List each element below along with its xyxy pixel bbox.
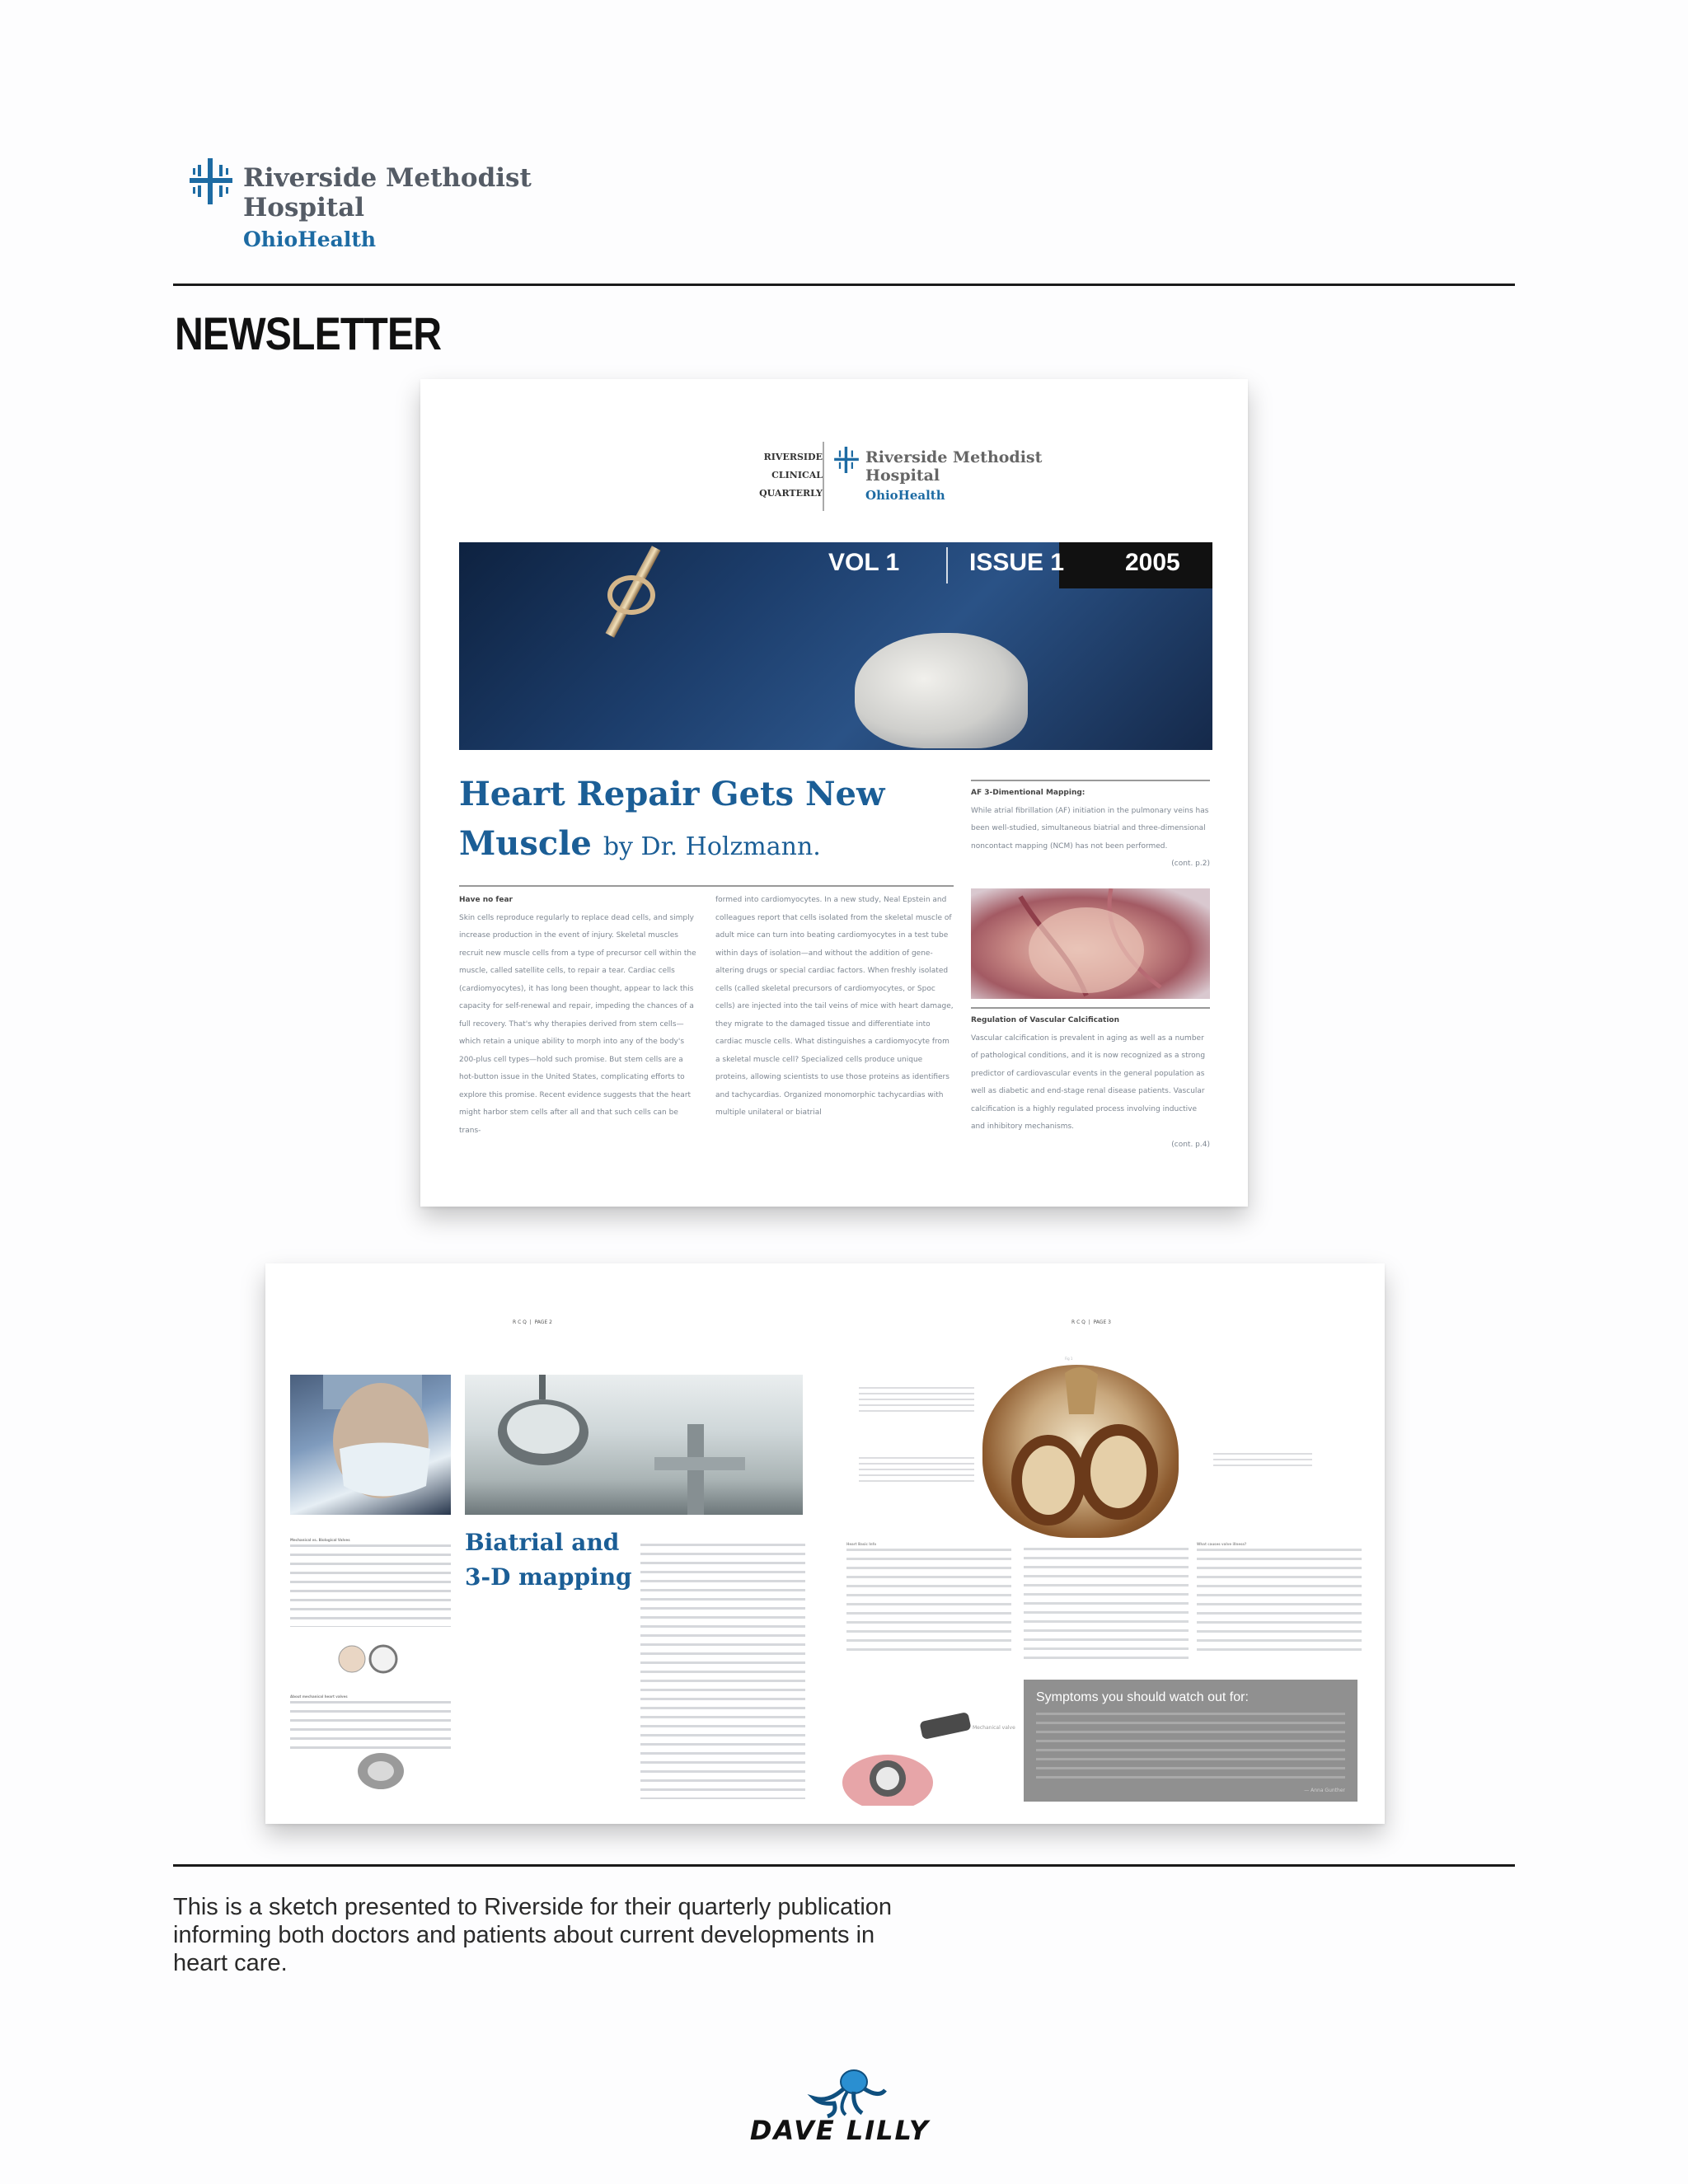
sidebar-article-2: [971, 1012, 1210, 1154]
byline: by Dr. Holzmann.: [603, 832, 821, 861]
masthead-line-1: RIVERSIDE: [763, 452, 823, 462]
sidebar-rule-1: [971, 780, 1210, 781]
article-column-1: [459, 892, 698, 1140]
issue-separator: [946, 547, 948, 583]
surgical-lamp-graphic: [465, 1375, 803, 1515]
symptoms-title: Symptoms you should watch out for:: [1036, 1690, 1249, 1704]
volume-label: VOL 1: [828, 549, 900, 576]
right-column-1: [846, 1540, 1011, 1656]
biatrial-heading: [465, 1526, 632, 1595]
right-column-3-head: What causes valve illness?: [1197, 1542, 1247, 1546]
footer-brand: DAVE LILLY: [749, 2115, 931, 2146]
cover-logo-icon: [834, 447, 859, 473]
bottom-rule: [173, 1864, 1515, 1867]
operating-room-photo: [465, 1375, 803, 1515]
cover-logo-line-1: Riverside Methodist: [865, 448, 1043, 466]
sidebar-cont-1: (cont. p.2): [1171, 860, 1210, 868]
sidebar-rule-2: [971, 1007, 1210, 1009]
right-column-2-lines: [1024, 1548, 1189, 1663]
heart-chambers-graphic: [982, 1365, 1179, 1538]
right-column-1-head: Heart Basic Info: [846, 1542, 877, 1546]
newsletter-spread: [265, 1263, 1385, 1824]
left-column-lower: [290, 1692, 451, 1750]
heart-anatomy-illustration: [982, 1365, 1179, 1538]
scissors-ring-graphic: [607, 575, 655, 615]
sidebar-body-2: Vascular calcification is prevalent in aging as well as a number of pathological conditions, and it is now recognized as a strong predictor of cardiovascular events in the general population as well as diabetic and end-stage renal disease patients. Vascular calcification is a highly regulated process involving inductive and inhibitory mechanisms.: [971, 1033, 1206, 1131]
article-subhead: Have no fear: [459, 896, 513, 904]
right-folio: R C Q | PAGE 3: [1071, 1319, 1111, 1325]
left-folio-label: R C Q: [513, 1319, 527, 1325]
right-folio-label: R C Q: [1071, 1319, 1085, 1325]
right-column-1-lines: [846, 1549, 1011, 1656]
section-title: NEWSLETTER: [175, 307, 442, 359]
project-caption: This is a sketch presented to Riverside for their quarterly publication informing both doctors and patients about current developments in heart care.: [173, 1894, 893, 1976]
right-column-3-lines: [1197, 1549, 1362, 1656]
article-column-1-text: Skin cells reproduce regularly to replace dead cells, and simply increase production in the event of injury. Skeletal muscles recruit new muscle cells from a type of precursor cell within the muscle, called satellite cells, to repair a tear. Cardiac cells (cardiomyocytes), it has long been thought, appear to lack this capacity for self-renewal and repair, impeding the chances of a full recovery. That's why therapies derived from stem cells—which retain a unique ability to morph into any of the body's 200-plus cell types—hold such promise. But stem cells are a hot-button issue in the United States, complicating efforts to explore this promise. Recent evidence suggests that the heart might harbor stem cells after all and that such cells can be trans-: [459, 913, 696, 1135]
masthead-line-3: QUARTERLY: [759, 488, 823, 499]
cover-logo-name: [865, 448, 1042, 485]
callout-left-2: [859, 1457, 974, 1482]
figure-label: Fig 1: [1065, 1357, 1073, 1361]
article-column-2: formed into cardiomyocytes. In a new study, Neal Epstein and colleagues report that cells isolated from the skeletal muscle of adult mice can turn into beating cardiomyocytes in a test tube within days of isolation—and without the addition of gene-altering drugs or special cardiac factors. When freshly isolated cells (called skeletal precursors of cardiomyocytes, or Spoc cells) are injected into the tail veins of mice with heart damage, they migrate to the damaged tissue and differentiate into cardiac muscle cells. What distinguishes a cardiomyocyte from a skeletal muscle cell? Specialized cells produce unique proteins, allowing scientists to use those proteins as identifiers and tachycardias. Organized monomorphic tachycardias with multiple unilateral or biatrial: [715, 896, 954, 1117]
mechanical-valve-label: Mechanical valve: [973, 1725, 1015, 1731]
cover-logo-sub: OhioHealth: [865, 488, 945, 503]
right-page-number: PAGE 3: [1093, 1319, 1111, 1325]
year-label: 2005: [1125, 549, 1180, 576]
issue-label: ISSUE 1: [969, 549, 1065, 576]
headline-line-1: Heart Repair Gets New: [459, 775, 885, 813]
left-folio: R C Q | PAGE 2: [513, 1319, 552, 1325]
sidebar-article-1: [971, 785, 1210, 874]
surgeon-graphic: [290, 1375, 451, 1515]
riverside-logo-icon: [190, 158, 232, 204]
sidebar-cont-2: (cont. p.4): [1171, 1140, 1210, 1149]
biatrial-line-1: Biatrial and: [465, 1529, 620, 1556]
header-logo-name: [243, 163, 532, 223]
sidebar-head-2: Regulation of Vascular Calcification: [971, 1016, 1119, 1024]
left-column-lower-lines: [290, 1701, 451, 1750]
newsletter-cover: [420, 379, 1248, 1207]
left-column-head: Mechanical vs. Biological Valves: [290, 1538, 350, 1542]
heart-illustration: [971, 888, 1210, 999]
right-column-3: [1197, 1540, 1362, 1656]
cover-headline: [459, 770, 884, 872]
surgeon-mask-photo: [290, 1375, 451, 1515]
header-logo-sub: OhioHealth: [243, 227, 377, 251]
masthead: [740, 448, 823, 503]
left-column: [290, 1535, 451, 1627]
mechanical-valve-diagram: [348, 1746, 414, 1796]
headline-line-2: Muscle: [459, 824, 592, 863]
top-rule: [173, 284, 1515, 286]
callout-right: [1213, 1453, 1312, 1469]
masthead-divider: [823, 442, 824, 511]
sidebar-head-1: AF 3-Dimentional Mapping:: [971, 789, 1085, 797]
logo-line-1: Riverside Methodist: [243, 163, 532, 193]
left-page-number: PAGE 2: [534, 1319, 552, 1325]
cover-logo-line-2: Hospital: [865, 466, 940, 485]
gloved-hand-graphic: [855, 633, 1028, 748]
logo-line-2: Hospital: [243, 193, 365, 223]
article-rule: [459, 885, 954, 887]
symptoms-signature: — Anna Gunther: [1304, 1788, 1345, 1793]
heart-vessels-graphic: [971, 888, 1210, 999]
valve-icons-graphic: [335, 1643, 401, 1675]
masthead-line-2: CLINICAL: [771, 470, 823, 480]
symptoms-text-lines: [1036, 1713, 1345, 1779]
sidebar-body-1: While atrial fibrillation (AF) initiation in the pulmonary veins has been well-studied, simultaneous biatrial and three-dimensional noncontact mapping (NCM) has not been performed.: [971, 806, 1209, 851]
issue-bar: [767, 542, 1212, 588]
center-column-text-lines: [640, 1544, 805, 1799]
left-column-subhead: About mechanical heart valves: [290, 1694, 348, 1699]
callout-left-1: [859, 1387, 974, 1412]
left-column-text-lines: [290, 1544, 451, 1627]
biatrial-line-2: 3-D mapping: [465, 1563, 632, 1591]
